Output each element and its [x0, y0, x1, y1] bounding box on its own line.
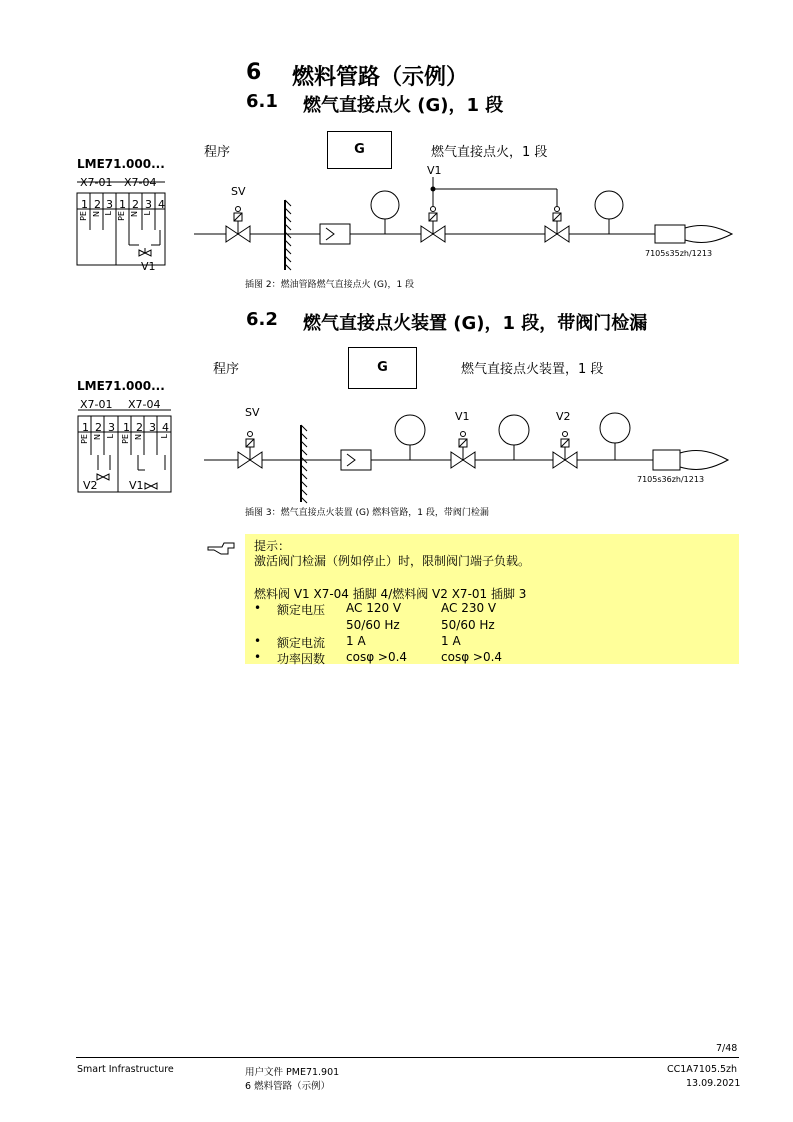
terminal2-a-n: N [93, 434, 102, 440]
note-row-3-v1: 1 A [346, 634, 366, 648]
burner-icon-2 [653, 450, 680, 470]
terminal-a-pe: PE [79, 211, 88, 221]
connector-x7-01-2: X7-01 [80, 398, 113, 411]
note-row-1-label: 额定电压 [277, 603, 326, 617]
wiring-valve-v1-label-2: V1 [129, 479, 144, 492]
note-row-2-v1: 50/60 Hz [346, 618, 400, 632]
flame-icon-2 [680, 451, 728, 470]
pressure-max-switch-icon-2 [600, 413, 630, 443]
terminal-a-l: L [104, 211, 113, 216]
terminal-b-n: N [130, 211, 139, 217]
page-number: 7/48 [716, 1043, 738, 1054]
pin2-b-2: 2 [136, 421, 143, 434]
terminal2-b-l: L [160, 434, 169, 439]
pointing-hand-icon [208, 543, 234, 554]
pin-a-3: 3 [106, 198, 113, 211]
device-label-2: LME71.000... [77, 379, 165, 393]
note-line-1: 激活阀门检漏（例如停止）时，限制阀门端子负载。 [254, 554, 531, 568]
connector-x7-01: X7-01 [80, 176, 113, 189]
note-heading: 提示： [254, 539, 291, 553]
v1-label-2: V1 [455, 410, 470, 423]
note-row-3-label: 额定电流 [277, 636, 326, 650]
device-label: LME71.000... [77, 157, 165, 171]
figure-caption-2: 插图 2：燃油管路燃气直接点火 (G)，1 段 [245, 280, 415, 290]
connector-x7-04: X7-04 [124, 176, 157, 189]
section-number: 6 [246, 60, 262, 85]
note-row-1-bullet: • [254, 601, 262, 615]
pin-a-2: 2 [94, 198, 101, 211]
footer-doc-line-2: 6 燃料管路（示例） [245, 1081, 331, 1092]
pin2-a-3: 3 [108, 421, 115, 434]
terminal2-a-pe: PE [80, 434, 89, 444]
terminal2-a-l: L [106, 434, 115, 439]
wiring-valve-v1-label: V1 [141, 260, 156, 273]
note-row-4-bullet: • [254, 650, 262, 664]
pin2-b-1: 1 [123, 421, 130, 434]
v1-label: V1 [427, 164, 442, 177]
figure-caption-3: 插图 3：燃气直接点火装置 (G) 燃料管路，1 段，带阀门检漏 [245, 508, 489, 518]
note-row-1-v1: AC 120 V [346, 601, 402, 615]
note-row-4-label: 功率因数 [277, 652, 326, 666]
pin-a-1: 1 [81, 198, 88, 211]
program-label: 程序 [204, 145, 231, 160]
terminal2-b-pe: PE [121, 434, 130, 444]
terminal2-b-n: N [134, 434, 143, 440]
pin2-a-1: 1 [82, 421, 89, 434]
subsection-2-title: 燃气直接点火装置 (G)，1 段，带阀门检漏 [303, 313, 648, 334]
section-title: 燃料管路（示例） [292, 65, 469, 90]
wiring-valve-v2-icon [97, 474, 109, 480]
pressure-lt-switch-icon [499, 415, 529, 445]
pin2-b-4: 4 [162, 421, 169, 434]
footer-date: 13.09.2021 [686, 1078, 741, 1089]
program-label-2: 程序 [213, 362, 240, 377]
terminal-b-l: L [143, 211, 152, 216]
footer-rule [76, 1057, 739, 1058]
subsection-2-number: 6.2 [246, 309, 278, 330]
filter-icon [320, 224, 350, 244]
sv-label-2: SV [245, 406, 260, 419]
note-row-4-v2: cosφ >0.4 [441, 650, 503, 664]
pin-b-2: 2 [132, 198, 139, 211]
note-row-2-v2: 50/60 Hz [441, 618, 495, 632]
connector-x7-04-2: X7-04 [128, 398, 161, 411]
terminal-a-n: N [92, 211, 101, 217]
subsection-1-number: 6.1 [246, 91, 278, 112]
footer-doc-line-1: 用户文件 PME71.901 [245, 1067, 340, 1078]
note-row-1-v2: AC 230 V [441, 601, 497, 615]
note-line-2: 燃料阀 V1 X7-04 插脚 4/燃料阀 V2 X7-01 插脚 3 [254, 587, 527, 601]
pin2-a-2: 2 [95, 421, 102, 434]
pressure-min-switch-icon-2 [395, 415, 425, 445]
pin-b-3: 3 [145, 198, 152, 211]
filter-icon-2 [341, 450, 371, 470]
subsection-1-title: 燃气直接点火 (G)，1 段 [303, 95, 504, 116]
v2-label-2: V2 [556, 410, 571, 423]
program-box-2: G [348, 347, 417, 389]
note-row-3-v2: 1 A [441, 634, 461, 648]
footer-code: CC1A7105.5zh [667, 1064, 738, 1075]
program-box: G [327, 131, 392, 169]
wiring-valve-v2-label: V2 [83, 479, 98, 492]
pressure-min-switch-icon [371, 191, 399, 219]
note-box [245, 534, 739, 664]
footer-company: Smart Infrastructure [77, 1064, 174, 1075]
pressure-max-switch-icon [595, 191, 623, 219]
flame-icon [685, 226, 732, 243]
wiring-valve-v1-icon-2 [145, 483, 157, 489]
program-description-2: 燃气直接点火装置，1 段 [461, 362, 604, 377]
pin-b-1: 1 [119, 198, 126, 211]
burner-icon [655, 225, 685, 243]
drawing-id-2: 7105s36zh/1213 [637, 475, 705, 484]
note-row-3-bullet: • [254, 634, 262, 648]
drawing-id-1: 7105s35zh/1213 [645, 249, 713, 258]
terminal-b-pe: PE [117, 211, 126, 221]
sv-label: SV [231, 185, 246, 198]
note-row-4-v1: cosφ >0.4 [346, 650, 408, 664]
pin-b-4: 4 [158, 198, 165, 211]
program-description: 燃气直接点火，1 段 [431, 145, 548, 160]
pin2-b-3: 3 [149, 421, 156, 434]
